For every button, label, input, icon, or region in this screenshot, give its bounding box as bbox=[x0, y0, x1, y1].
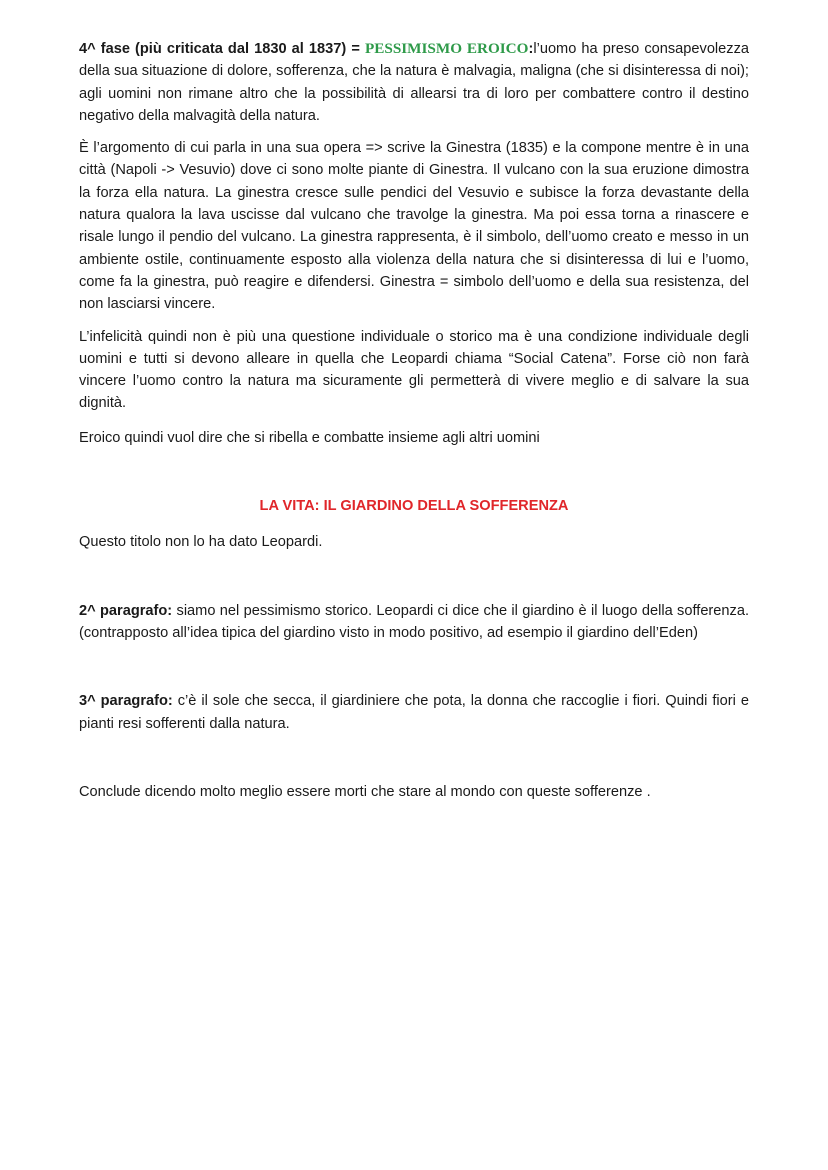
paragraph-terzo bbox=[79, 690, 749, 735]
paragraph-text: l’uomo ha preso consapevolezza della sua situazione di dolore, sofferenza, che la natura è malvagia, maligna (che si disinteressa di noi); agli uomini non rimane altro che la possibilità di allearsi tra di loro per combattere contro il destino negativo della malvagità della natura. bbox=[79, 41, 750, 124]
colon: : bbox=[528, 41, 534, 57]
paragraph-text: siamo nel pessimismo storico. Leopardi ci dice che il giardino è il luogo della sofferenza. (contrapposto all’idea tipica del giardino visto in modo positivo, ad esempio il giardino dell’Eden) bbox=[79, 602, 749, 641]
paragraph-titolo-note: Questo titolo non lo ha dato Leopardi. bbox=[79, 534, 323, 551]
paragraph-text: c’è il sole che secca, il giardiniere che pota, la donna che raccoglie i fiori. Quindi fiori e pianti resi sofferenti dalla natura. bbox=[79, 693, 749, 732]
phase-heading: 4^ fase (più criticata dal 1830 al 1837) = bbox=[79, 41, 360, 57]
terzo-paragrafo-label: 3^ paragrafo: bbox=[79, 693, 173, 710]
paragraph-ginestra: È l’argomento di cui parla in una sua opera => scrive la Ginestra (1835) e la compone mentre è in una città (Napoli -> Vesuvio) dove ci sono molte piante di Ginestra. Il vulcano con la sua eruzione dimostra la forza ella natura. La ginestra cresce sulle pendici del Vesuvio e subisce la forza devastante della natura qualora la lava uscisse dal vulcano che travolge la ginestra. Ma poi essa torna a rinascere e risale lungo il pendio del vulcano. La ginestra rappresenta, è il simbolo, dell’uomo creato e messo in un ambiente ostile, continuamente esposto alla violenza della natura che si disinteressa di lui e l’uomo, come fa la ginestra, può reagire e difendersi. Ginestra = simbolo dell’uomo e della sua resistenza, del non lasciarsi vincere. bbox=[79, 140, 749, 313]
paragraph-conclusione: Conclude dicendo molto meglio essere morti che stare al mondo con queste sofferenze . bbox=[79, 783, 651, 800]
paragraph-infelicita: L’infelicità quindi non è più una questione individuale o storico ma è una condizione individuale degli uomini e tutti si devono alleare in quella che Leopardi chiama “Social Catena”. Forse ciò non farà vincere l’uomo contro la natura ma sicuramente gli permetterà di vivere meglio e di salvare la sua dignità. bbox=[79, 328, 749, 412]
section-title: LA VITA: IL GIARDINO DELLA SOFFERENZA bbox=[259, 498, 569, 515]
pessimismo-eroico-label: PESSIMISMO EROICO bbox=[364, 40, 529, 57]
secondo-paragrafo-label: 2^ paragrafo: bbox=[79, 602, 173, 619]
paragraph-secondo bbox=[79, 600, 749, 645]
paragraph-pessimismo-eroico bbox=[79, 38, 749, 127]
paragraph-eroico: Eroico quindi vuol dire che si ribella e combatte insieme agli altri uomini bbox=[79, 429, 540, 446]
document-page bbox=[79, 38, 749, 803]
